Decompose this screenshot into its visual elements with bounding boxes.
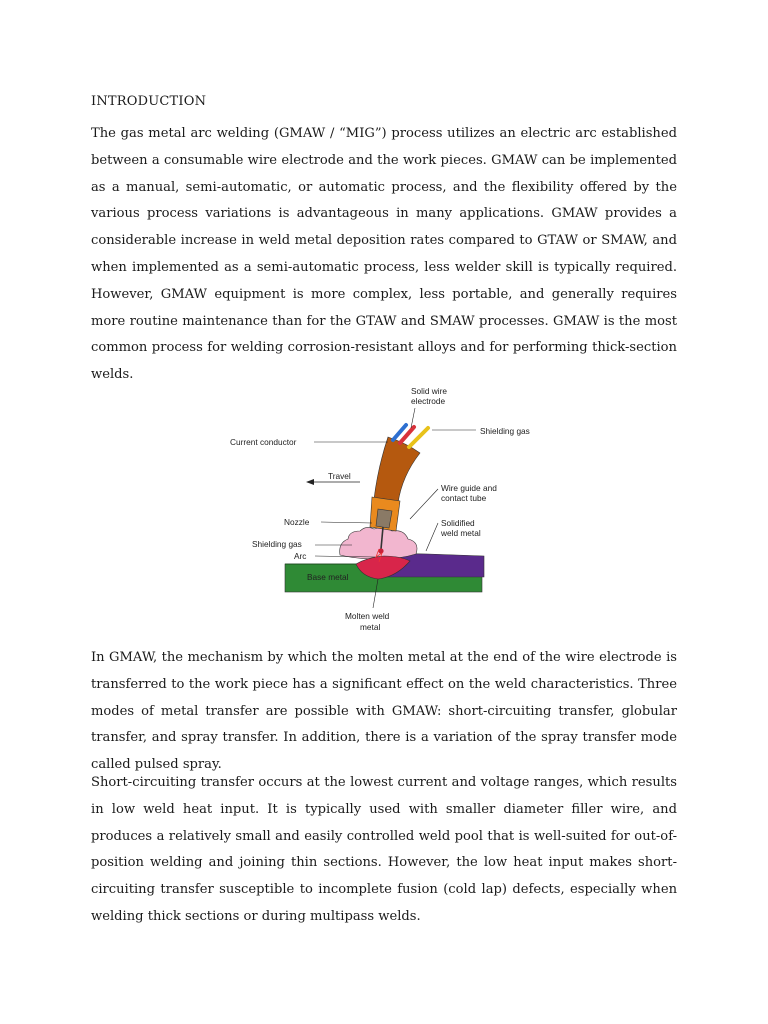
label-electrode: electrode: [411, 396, 446, 406]
gmaw-diagram-svg: [228, 381, 536, 633]
label-solidified: Solidified: [441, 518, 475, 528]
label-shielding-gas-top: Shielding gas: [480, 426, 530, 436]
contact-tube: [376, 509, 392, 528]
paragraph-short-circuiting: Short-circuiting transfer occurs at the lowest current and voltage ranges, which results in low weld heat input. It is typically used with smaller diameter filler wire, and produces a relatively small and easily controlled weld pool that is well-suited for out-of-position welding and joining thin sections. However, the low heat input makes short-circuiting transfer susceptible to incomplete fusion (cold lap) defects, especially when welding thick sections or during multipass welds.: [91, 775, 677, 924]
label-shielding-gas-left: Shielding gas: [252, 539, 302, 549]
torch-body: [374, 437, 420, 503]
paragraph-intro: The gas metal arc welding (GMAW / “MIG”) process utilizes an electric arc established between a consumable wire electrode and the work pieces. GMAW can be implemented as a manual, semi-automatic, or automatic process, and the flexibility offered by the various process variations is advantageous in many applications. GMAW provides a considerable increase in weld metal deposition rates compared to GTAW or SMAW, and when implemented as a semi-automatic process, less welder skill is typically required. However, GMAW equipment is more complex, less portable, and generally requires more routine maintenance than for the GTAW and SMAW processes. GMAW is the most common process for welding corrosion-resistant alloys and for performing thick-section welds.: [91, 126, 677, 383]
label-current-conductor: Current conductor: [230, 437, 297, 447]
paragraph-metal-transfer: In GMAW, the mechanism by which the molten metal at the end of the wire electrode is transferred to the work piece has a significant effect on the weld characteristics. Three modes of metal transfer are possible with GMAW: short-circuiting transfer, globular transfer, and spray transfer. In addition, there is a variation of the spray transfer mode called pulsed spray.: [91, 650, 677, 773]
section-heading: INTRODUCTION: [91, 94, 207, 109]
label-weld-metal: weld metal: [441, 528, 481, 538]
label-contact-tube: contact tube: [441, 493, 487, 503]
label-base-metal: Base metal: [307, 572, 349, 582]
label-travel: Travel: [328, 471, 351, 481]
label-molten-weld: Molten weld: [345, 611, 390, 621]
label-solid-wire: Solid wire: [411, 386, 447, 396]
label-metal: metal: [360, 622, 381, 632]
label-nozzle: Nozzle: [284, 517, 310, 527]
gmaw-diagram: [228, 381, 536, 633]
label-arc: Arc: [294, 551, 307, 561]
shielding-gas-cloud: [340, 527, 417, 559]
label-wire-guide: Wire guide and: [441, 483, 497, 493]
